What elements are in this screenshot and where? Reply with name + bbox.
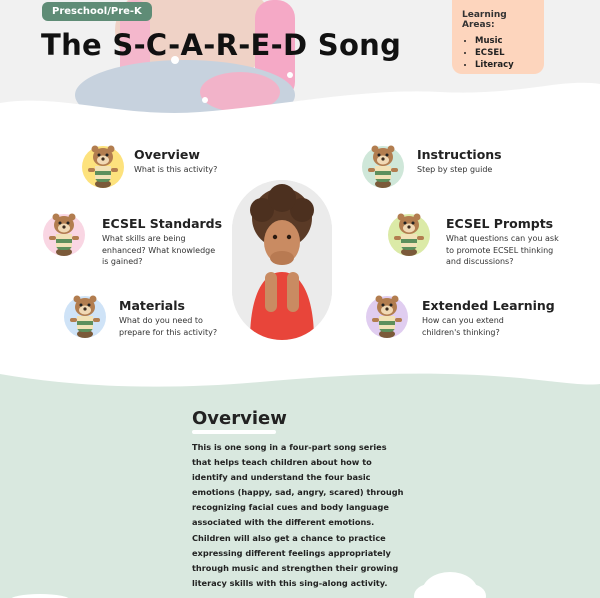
topic-instructions-desc: Step by step guide (417, 165, 493, 174)
otter-mascot-icon (82, 142, 124, 190)
mascot-avatar (388, 214, 430, 256)
learning-area-item: • Music (475, 35, 534, 47)
otter-mascot-icon (388, 210, 430, 258)
topic-ecsel-standards-title[interactable]: ECSEL Standards (102, 216, 223, 231)
topic-ecsel-standards-desc: What skills are being enhanced? What knowledge is gained? (102, 234, 216, 266)
page-title: The S-C-A-R-E-D Song (41, 28, 402, 62)
topic-overview-title[interactable]: Overview (134, 147, 200, 162)
mascot-avatar (64, 296, 106, 338)
otter-mascot-icon (64, 292, 106, 340)
overview-heading: Overview (192, 408, 287, 429)
topic-instructions-title[interactable]: Instructions (417, 147, 502, 162)
mascot-avatar (82, 146, 124, 188)
overview-heading-underline (192, 430, 276, 434)
learning-areas-list (462, 35, 534, 71)
topic-ecsel-prompts-title[interactable]: ECSEL Prompts (446, 216, 554, 231)
child-photo-art (232, 180, 332, 340)
topic-materials-desc: What do you need to prepare for this activity? (119, 316, 218, 337)
topic-materials-title[interactable]: Materials (119, 298, 185, 313)
otter-mascot-icon (43, 210, 85, 258)
mascot-avatar (366, 296, 408, 338)
mascot-avatar (43, 214, 85, 256)
otter-mascot-icon (366, 292, 408, 340)
learning-area-item: • ECSEL (475, 47, 534, 59)
topic-extended-learning-title[interactable]: Extended Learning (422, 298, 555, 313)
grade-badge: Preschool/Pre-K (42, 2, 152, 21)
learning-areas-card (452, 0, 544, 74)
mascot-avatar (362, 146, 404, 188)
overview-body: This is one song in a four-part song series that helps teach children about how to identify and understand the four basic emotions (happy, sad, angry, scared) through recognizing facial cues and body language associated with the different emotions. Children will also get a chance to practice expressing different feelings appropriately through music and strengthen their growing literacy skills with this sing-along activity. (192, 442, 404, 588)
learning-area-item: • Literacy (475, 59, 534, 71)
otter-mascot-icon (362, 142, 404, 190)
child-photo (232, 180, 332, 340)
learning-areas-title: Learning Areas: (462, 10, 507, 30)
topic-ecsel-prompts-desc: What questions can you ask to promote ECSEL thinking and discussions? (446, 234, 559, 266)
topic-overview-desc: What is this activity? (134, 165, 218, 174)
topic-extended-learning-desc: How can you extend children's thinking? (422, 316, 504, 337)
